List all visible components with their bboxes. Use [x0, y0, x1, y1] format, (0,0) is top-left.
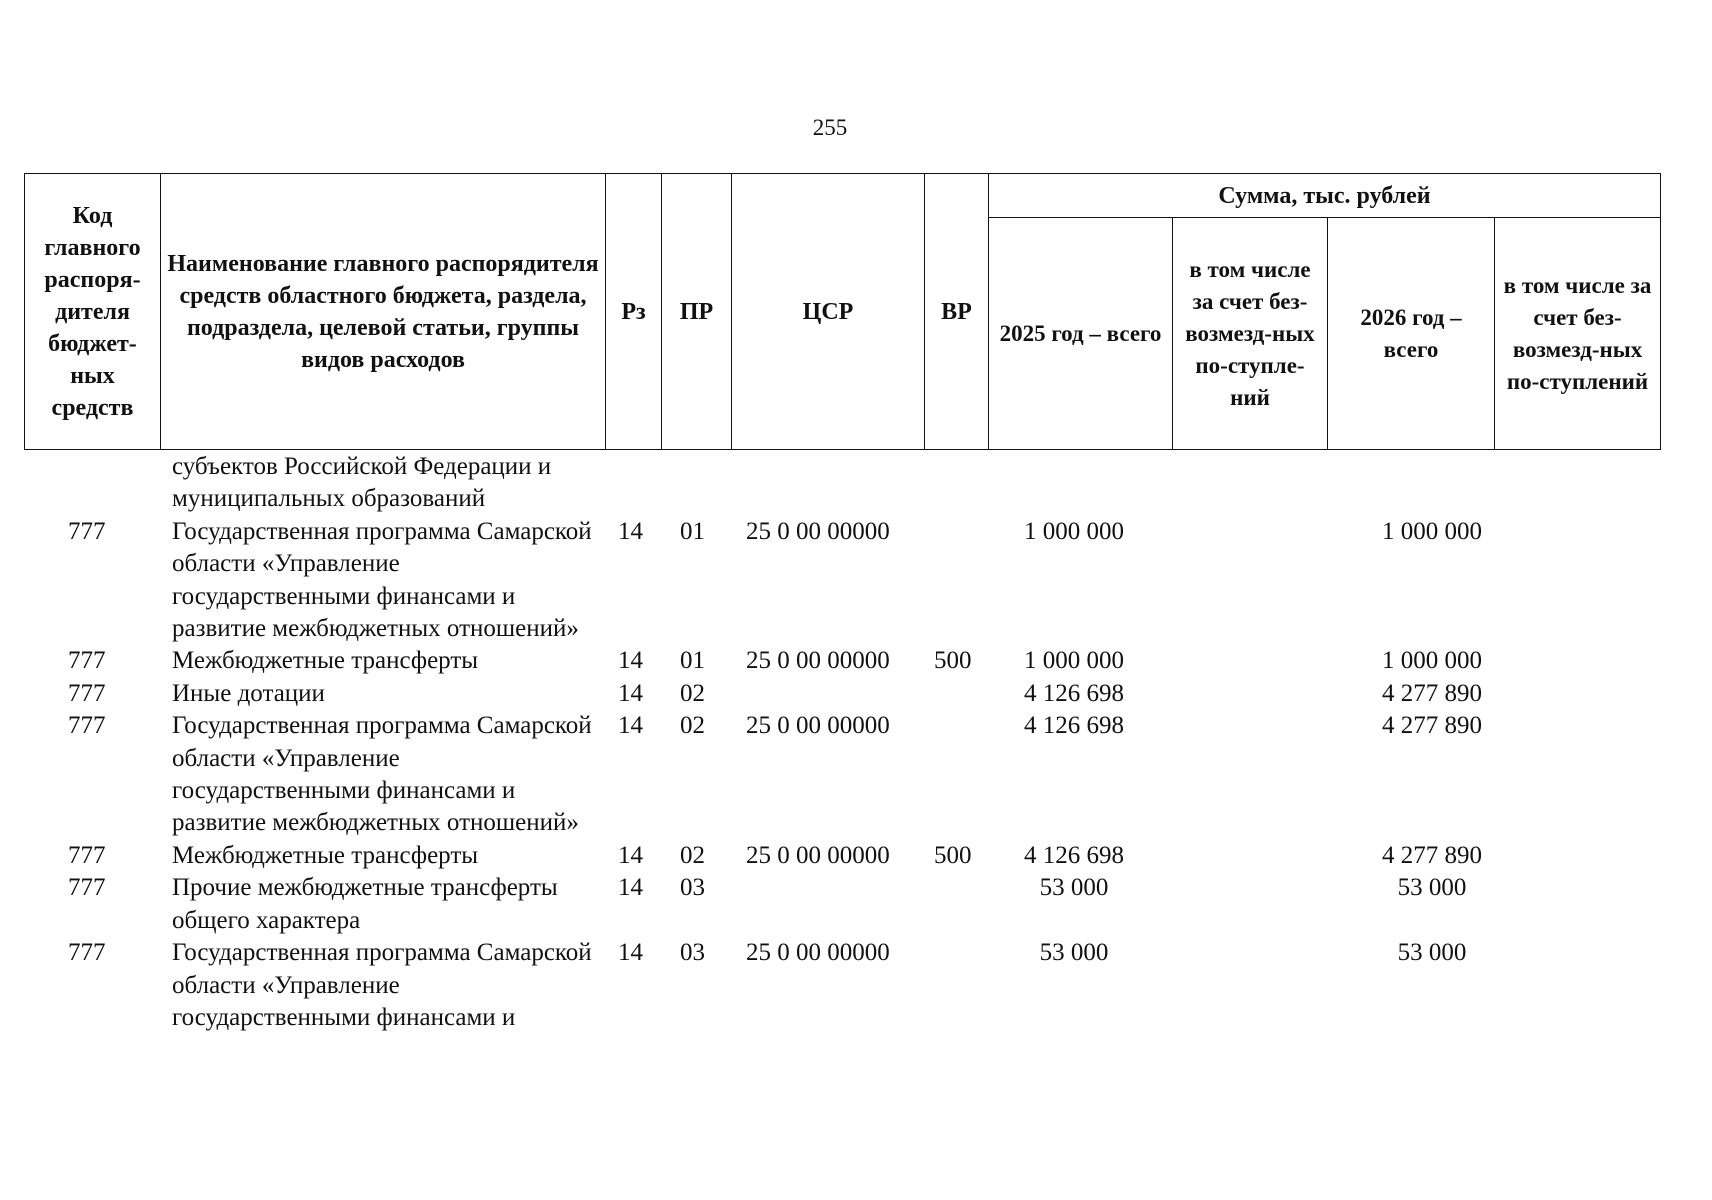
cell-csr: 25 0 00 00000 — [746, 517, 890, 545]
header-csr: ЦСР — [732, 174, 925, 450]
header-sum: Сумма, тыс. рублей — [989, 174, 1661, 218]
cell-name: Иные дотации — [172, 679, 325, 707]
cell-code: 777 — [68, 647, 106, 675]
cell-rz: 14 — [618, 712, 643, 740]
cell-rz: 14 — [618, 841, 643, 869]
cell-rz: 14 — [618, 939, 643, 967]
cell-2026: 4 277 890 — [1382, 679, 1482, 707]
cell-code: 777 — [68, 874, 106, 902]
cell-csr: 25 0 00 00000 — [746, 841, 890, 869]
cell-csr: 25 0 00 00000 — [746, 647, 890, 675]
header-vr: ВР — [925, 174, 989, 450]
cell-name: Межбюджетные трансферты — [172, 647, 479, 675]
cell-code: 777 — [68, 712, 106, 740]
cell-2025: 1 000 000 — [1024, 647, 1124, 675]
cell-2025: 4 126 698 — [1024, 712, 1124, 740]
cell-name: Государственная программа Самарской области «Управление государственными финансами и развитие межбюджетных отношений» — [172, 517, 592, 643]
header-code: Код главного распоря-дителя бюджет-ных средств — [25, 174, 161, 450]
cell-2026: 4 277 890 — [1382, 841, 1482, 869]
table-header — [24, 173, 1661, 450]
cell-pr: 03 — [680, 939, 705, 967]
cell-rz: 14 — [618, 874, 643, 902]
cell-pr: 01 — [680, 647, 705, 675]
cell-pr: 01 — [680, 517, 705, 545]
cell-code: 777 — [68, 517, 106, 545]
header-2025-total: 2025 год – всего — [989, 218, 1173, 450]
cell-2025: 1 000 000 — [1024, 517, 1124, 545]
header-2026-free: в том числе за счет без-возмезд-ных по-ступлений — [1495, 218, 1661, 450]
header-2025-free: в том числе за счет без-возмезд-ных по-ступле-ний — [1173, 218, 1328, 450]
cell-2025: 53 000 — [1039, 874, 1109, 902]
cell-pr: 02 — [680, 712, 705, 740]
cell-name: Межбюджетные трансферты — [172, 841, 479, 869]
cell-name: субъектов Российской Федерации и муниципальных образований — [172, 453, 552, 513]
cell-2026: 4 277 890 — [1382, 712, 1482, 740]
cell-2025: 4 126 698 — [1024, 679, 1124, 707]
cell-vr: 500 — [934, 841, 972, 869]
header-name: Наименование главного распорядителя средств областного бюджета, раздела, подраздела, целевой статьи, группы видов расходов — [161, 174, 606, 450]
cell-2025: 53 000 — [1039, 939, 1109, 967]
cell-rz: 14 — [618, 679, 643, 707]
table-row — [24, 516, 1660, 646]
cell-pr: 02 — [680, 841, 705, 869]
cell-2026: 53 000 — [1397, 939, 1467, 967]
table-row — [24, 451, 1660, 516]
cell-pr: 02 — [680, 679, 705, 707]
table-row — [24, 710, 1660, 840]
table-row — [24, 872, 1660, 937]
cell-2026: 1 000 000 — [1382, 517, 1482, 545]
cell-name: Государственная программа Самарской области «Управление государственными финансами и — [172, 939, 592, 1031]
cell-pr: 03 — [680, 874, 705, 902]
header-pr: ПР — [662, 174, 732, 450]
table-row — [24, 937, 1660, 1034]
cell-name: Прочие межбюджетные трансферты общего характера — [172, 874, 558, 934]
cell-rz: 14 — [618, 647, 643, 675]
header-rz: Рз — [606, 174, 662, 450]
cell-rz: 14 — [618, 517, 643, 545]
cell-code: 777 — [68, 939, 106, 967]
header-2026-total: 2026 год – всего — [1328, 218, 1495, 450]
table-row — [24, 645, 1660, 677]
cell-2025: 4 126 698 — [1024, 841, 1124, 869]
cell-2026: 53 000 — [1397, 874, 1467, 902]
cell-vr: 500 — [934, 647, 972, 675]
cell-csr: 25 0 00 00000 — [746, 939, 890, 967]
cell-2026: 1 000 000 — [1382, 647, 1482, 675]
cell-code: 777 — [68, 841, 106, 869]
cell-csr: 25 0 00 00000 — [746, 712, 890, 740]
table-body — [24, 451, 1660, 1034]
cell-name: Государственная программа Самарской области «Управление государственными финансами и развитие межбюджетных отношений» — [172, 712, 592, 837]
cell-code: 777 — [68, 679, 106, 707]
table-row — [24, 678, 1660, 710]
page-number: 255 — [812, 115, 848, 140]
table-row — [24, 840, 1660, 872]
